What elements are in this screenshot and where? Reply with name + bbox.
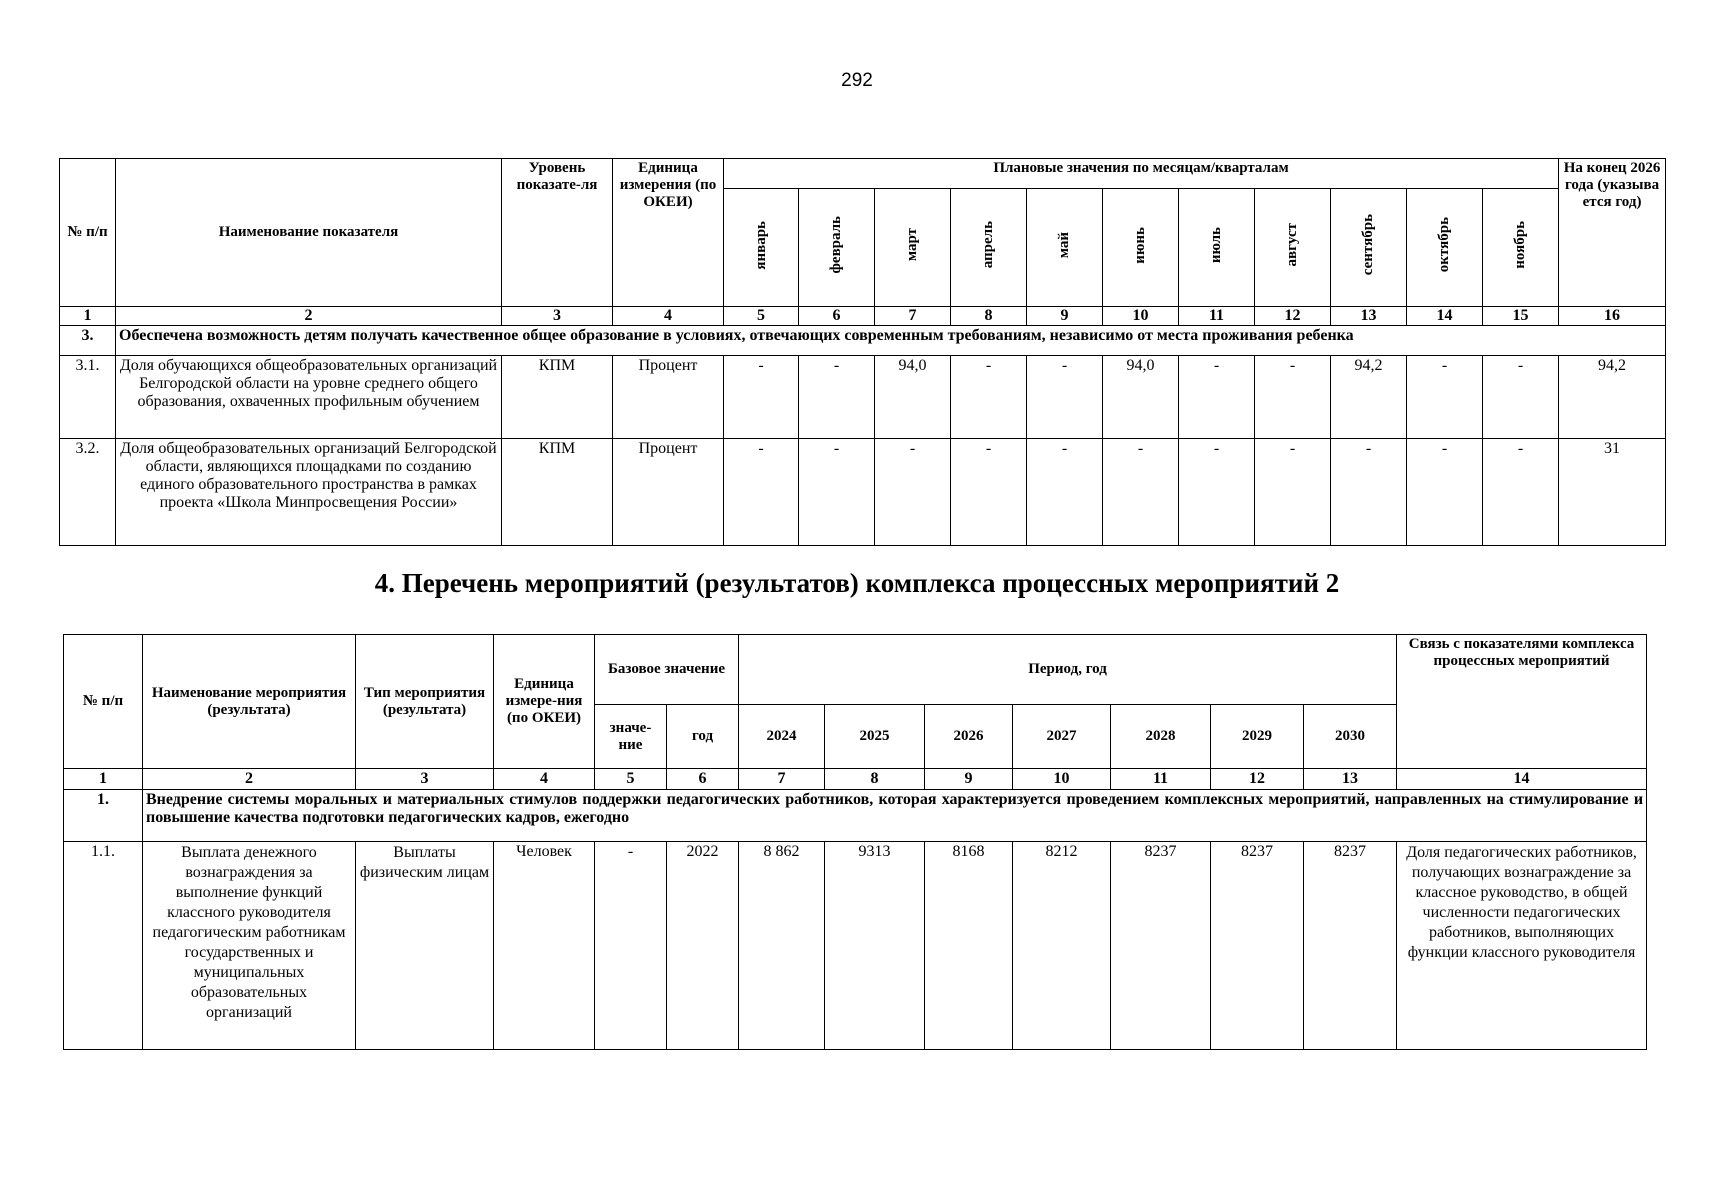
header-base-year: год: [667, 705, 739, 769]
header-end: На конец 2026 года (указыва ется год): [1559, 159, 1666, 307]
month-value: -: [799, 356, 875, 439]
month-label: февраль: [828, 216, 844, 274]
indicators-table: [59, 158, 1666, 546]
year-value: 9313: [825, 842, 925, 1050]
header-name: Наименование мероприятия (результата): [143, 635, 356, 769]
month-value: -: [799, 439, 875, 546]
header-year: 2028: [1111, 705, 1211, 769]
column-number: 13: [1304, 769, 1397, 790]
column-number: 5: [724, 307, 799, 326]
month-value: -: [951, 439, 1027, 546]
month-value: -: [1179, 356, 1255, 439]
column-number: 7: [875, 307, 951, 326]
month-value: -: [1103, 439, 1179, 546]
column-number: 1: [64, 769, 143, 790]
column-number: 2: [116, 307, 502, 326]
linked-indicator: Доля педагогических работников, получающих вознаграждение за классное руководство, в общей численности педагогических работников, выполняющих функции классного руководителя: [1397, 842, 1647, 1050]
month-label: апрель: [980, 221, 996, 269]
end-value: 31: [1559, 439, 1666, 546]
header-year: 2029: [1211, 705, 1304, 769]
column-number: 12: [1211, 769, 1304, 790]
header-month: [1483, 189, 1559, 307]
month-value: -: [724, 439, 799, 546]
column-number: 10: [1013, 769, 1111, 790]
column-number: 16: [1559, 307, 1666, 326]
header-year: 2027: [1013, 705, 1111, 769]
month-value: -: [1407, 439, 1483, 546]
indicator-unit: Процент: [613, 439, 724, 546]
header-link: Связь с показателями комплекса процессных мероприятий: [1397, 635, 1647, 769]
column-number: 9: [925, 769, 1013, 790]
section-num: 3.: [60, 326, 116, 356]
measures-table: [63, 634, 1647, 1050]
column-number: 4: [613, 307, 724, 326]
column-number: 3: [502, 307, 613, 326]
header-year: 2025: [825, 705, 925, 769]
header-month: [1103, 189, 1179, 307]
month-label: август: [1284, 223, 1300, 267]
column-number: 5: [595, 769, 667, 790]
header-month: [724, 189, 799, 307]
month-label: март: [904, 228, 920, 262]
end-value: 94,2: [1559, 356, 1666, 439]
indicator-name: Доля обучающихся общеобразовательных организаций Белгородской области на уровне среднего общего образования, охваченных профильным обучением: [116, 356, 502, 439]
row-num: 3.2.: [60, 439, 116, 546]
indicator-level: КПМ: [502, 356, 613, 439]
header-period: Период, год: [739, 635, 1397, 705]
column-number: 13: [1331, 307, 1407, 326]
header-year: 2024: [739, 705, 825, 769]
base-year: 2022: [667, 842, 739, 1050]
column-number: 10: [1103, 307, 1179, 326]
header-month: [1255, 189, 1331, 307]
row-num: 1.1.: [64, 842, 143, 1050]
column-number: 7: [739, 769, 825, 790]
month-value: -: [1483, 439, 1559, 546]
column-number: 14: [1407, 307, 1483, 326]
month-value: 94,2: [1331, 356, 1407, 439]
month-value: -: [1483, 356, 1559, 439]
header-unit: Единица измере-ния (по ОКЕИ): [494, 635, 595, 769]
column-number: 4: [494, 769, 595, 790]
year-value: 8168: [925, 842, 1013, 1050]
column-number: 14: [1397, 769, 1647, 790]
indicator-level: КПМ: [502, 439, 613, 546]
header-type: Тип мероприятия (результата): [356, 635, 494, 769]
section-title: Внедрение системы моральных и материальных стимулов поддержки педагогических работников, которая характеризуется проведением комплексных мероприятий, направленных на стимулирование и повышение качества подготовки педагогических кадров, ежегодно: [143, 790, 1647, 842]
header-month: [799, 189, 875, 307]
measure-type: Выплаты физическим лицам: [356, 842, 494, 1050]
month-value: -: [875, 439, 951, 546]
year-value: 8237: [1111, 842, 1211, 1050]
column-number: 2: [143, 769, 356, 790]
column-number: 8: [825, 769, 925, 790]
month-label: октябрь: [1436, 217, 1452, 273]
header-base-value: значе-ние: [595, 705, 667, 769]
month-value: -: [1331, 439, 1407, 546]
header-month: [951, 189, 1027, 307]
month-label: июль: [1208, 226, 1224, 264]
section-heading: 4. Перечень мероприятий (результатов) комплекса процессных мероприятий 2: [374, 568, 1340, 598]
indicator-name: Доля общеобразовательных организаций Белгородской области, являющихся площадками по созданию единого образовательного пространства в рамках проекта «Школа Минпросвещения России»: [116, 439, 502, 546]
column-number: 11: [1179, 307, 1255, 326]
year-value: 8237: [1304, 842, 1397, 1050]
header-level: Уровень показате-ля: [502, 159, 613, 307]
month-value: -: [1179, 439, 1255, 546]
measure-unit: Человек: [494, 842, 595, 1050]
header-plan: Плановые значения по месяцам/кварталам: [724, 159, 1559, 189]
month-value: -: [951, 356, 1027, 439]
header-month: [1179, 189, 1255, 307]
year-value: 8237: [1211, 842, 1304, 1050]
header-num: № п/п: [60, 159, 116, 307]
year-value: 8212: [1013, 842, 1111, 1050]
header-month: [1331, 189, 1407, 307]
column-number: 6: [799, 307, 875, 326]
month-value: -: [1255, 439, 1331, 546]
month-label: январь: [752, 220, 769, 270]
header-month: [875, 189, 951, 307]
section-title: Обеспечена возможность детям получать качественное общее образование в условиях, отвечающих современным требованиям, независимо от места проживания ребенка: [116, 326, 1666, 356]
column-number: 6: [667, 769, 739, 790]
column-number: 8: [951, 307, 1027, 326]
row-num: 3.1.: [60, 356, 116, 439]
column-number: 9: [1027, 307, 1103, 326]
column-number: 15: [1483, 307, 1559, 326]
month-value: -: [1027, 439, 1103, 546]
month-label: ноябрь: [1512, 221, 1529, 269]
header-num: № п/п: [64, 635, 143, 769]
header-unit: Единица измерения (по ОКЕИ): [613, 159, 724, 307]
header-year: 2026: [925, 705, 1013, 769]
header-name: Наименование показателя: [116, 159, 502, 307]
year-value: 8 862: [739, 842, 825, 1050]
page-number: 292: [841, 70, 873, 91]
section-num: 1.: [64, 790, 143, 842]
base-value: -: [595, 842, 667, 1050]
column-number: 1: [60, 307, 116, 326]
measure-name: Выплата денежного вознаграждения за выполнение функций классного руководителя педагогическим работникам государственных и муниципальных образовательных организаций: [143, 842, 356, 1050]
column-number: 12: [1255, 307, 1331, 326]
month-value: -: [1255, 356, 1331, 439]
month-label: май: [1056, 231, 1072, 259]
month-label: июнь: [1132, 226, 1148, 264]
header-month: [1407, 189, 1483, 307]
header-base: Базовое значение: [595, 635, 739, 705]
header-month: [1027, 189, 1103, 307]
column-number: 11: [1111, 769, 1211, 790]
month-label: сентябрь: [1360, 214, 1376, 276]
month-value: -: [724, 356, 799, 439]
month-value: 94,0: [1103, 356, 1179, 439]
column-number: 3: [356, 769, 494, 790]
month-value: 94,0: [875, 356, 951, 439]
month-value: -: [1407, 356, 1483, 439]
month-value: -: [1027, 356, 1103, 439]
header-year: 2030: [1304, 705, 1397, 769]
indicator-unit: Процент: [613, 356, 724, 439]
